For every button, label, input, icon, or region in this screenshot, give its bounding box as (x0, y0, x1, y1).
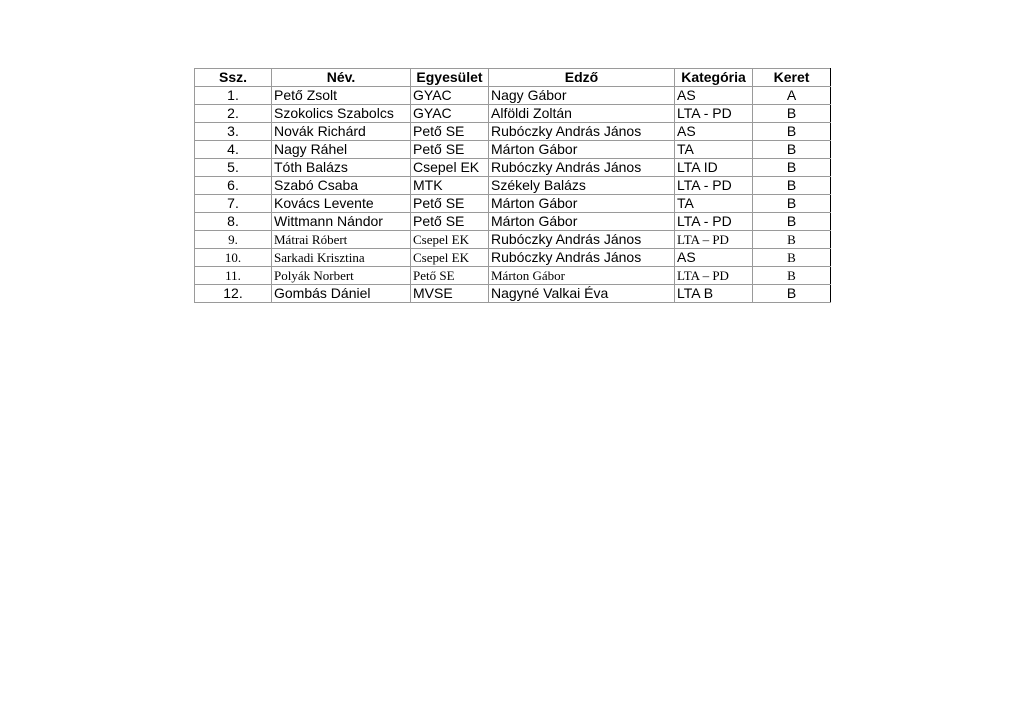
cell-edzo: Rubóczky András János (489, 123, 675, 141)
cell-keret: B (753, 105, 831, 123)
cell-nev: Szabó Csaba (272, 177, 411, 195)
table-row (195, 177, 831, 195)
cell-kategoria: TA (675, 195, 753, 213)
cell-edzo: Rubóczky András János (489, 159, 675, 177)
cell-ssz: 8. (195, 213, 272, 231)
table-row (195, 267, 831, 285)
header-keret: Keret (753, 69, 831, 87)
cell-kategoria: LTA ID (675, 159, 753, 177)
cell-nev: Wittmann Nándor (272, 213, 411, 231)
cell-kategoria: LTA - PD (675, 177, 753, 195)
cell-egyesulet: GYAC (411, 87, 489, 105)
cell-ssz: 5. (195, 159, 272, 177)
cell-nev: Pető Zsolt (272, 87, 411, 105)
cell-egyesulet: Pető SE (411, 267, 489, 285)
cell-nev: Kovács Levente (272, 195, 411, 213)
cell-kategoria: LTA - PD (675, 105, 753, 123)
cell-keret: B (753, 195, 831, 213)
cell-edzo: Márton Gábor (489, 213, 675, 231)
table-row (195, 123, 831, 141)
cell-keret: B (753, 177, 831, 195)
cell-ssz: 6. (195, 177, 272, 195)
cell-nev: Nagy Ráhel (272, 141, 411, 159)
cell-ssz: 4. (195, 141, 272, 159)
cell-egyesulet: GYAC (411, 105, 489, 123)
table-row (195, 249, 831, 267)
table-row (195, 231, 831, 249)
cell-egyesulet: MTK (411, 177, 489, 195)
cell-ssz: 10. (195, 249, 272, 267)
cell-edzo: Márton Gábor (489, 195, 675, 213)
cell-kategoria: AS (675, 123, 753, 141)
cell-egyesulet: Pető SE (411, 141, 489, 159)
header-row (195, 69, 831, 87)
table-row (195, 195, 831, 213)
header-kategoria: Kategória (675, 69, 753, 87)
cell-keret: B (753, 267, 831, 285)
cell-edzo: Nagy Gábor (489, 87, 675, 105)
cell-edzo: Márton Gábor (489, 141, 675, 159)
cell-edzo: Alföldi Zoltán (489, 105, 675, 123)
cell-egyesulet: Csepel EK (411, 231, 489, 249)
cell-ssz: 7. (195, 195, 272, 213)
cell-egyesulet: Csepel EK (411, 249, 489, 267)
cell-nev: Novák Richárd (272, 123, 411, 141)
cell-ssz: 11. (195, 267, 272, 285)
header-nev: Név. (272, 69, 411, 87)
cell-edzo: Székely Balázs (489, 177, 675, 195)
cell-egyesulet: MVSE (411, 285, 489, 303)
cell-nev: Tóth Balázs (272, 159, 411, 177)
cell-kategoria: TA (675, 141, 753, 159)
cell-keret: A (753, 87, 831, 105)
cell-ssz: 9. (195, 231, 272, 249)
cell-keret: B (753, 285, 831, 303)
table-row (195, 105, 831, 123)
cell-kategoria: AS (675, 249, 753, 267)
table-row (195, 213, 831, 231)
header-egyesulet: Egyesület (411, 69, 489, 87)
cell-edzo: Rubóczky András János (489, 231, 675, 249)
cell-nev: Sarkadi Krisztina (272, 249, 411, 267)
cell-edzo: Márton Gábor (489, 267, 675, 285)
cell-keret: B (753, 231, 831, 249)
cell-keret: B (753, 141, 831, 159)
cell-kategoria: LTA B (675, 285, 753, 303)
cell-keret: B (753, 159, 831, 177)
table-row (195, 141, 831, 159)
cell-kategoria: LTA – PD (675, 267, 753, 285)
cell-ssz: 12. (195, 285, 272, 303)
table-row (195, 87, 831, 105)
roster-table (194, 68, 831, 303)
header-edzo: Edző (489, 69, 675, 87)
cell-kategoria: AS (675, 87, 753, 105)
cell-egyesulet: Csepel EK (411, 159, 489, 177)
cell-egyesulet: Pető SE (411, 213, 489, 231)
cell-edzo: Nagyné Valkai Éva (489, 285, 675, 303)
table-row (195, 159, 831, 177)
cell-kategoria: LTA – PD (675, 231, 753, 249)
roster-sheet (194, 68, 831, 303)
cell-nev: Gombás Dániel (272, 285, 411, 303)
cell-keret: B (753, 213, 831, 231)
cell-keret: B (753, 123, 831, 141)
cell-egyesulet: Pető SE (411, 123, 489, 141)
cell-ssz: 2. (195, 105, 272, 123)
cell-keret: B (753, 249, 831, 267)
cell-ssz: 3. (195, 123, 272, 141)
cell-ssz: 1. (195, 87, 272, 105)
header-ssz: Ssz. (195, 69, 272, 87)
cell-nev: Szokolics Szabolcs (272, 105, 411, 123)
cell-edzo: Rubóczky András János (489, 249, 675, 267)
cell-kategoria: LTA - PD (675, 213, 753, 231)
cell-nev: Mátrai Róbert (272, 231, 411, 249)
cell-nev: Polyák Norbert (272, 267, 411, 285)
table-row (195, 285, 831, 303)
cell-egyesulet: Pető SE (411, 195, 489, 213)
